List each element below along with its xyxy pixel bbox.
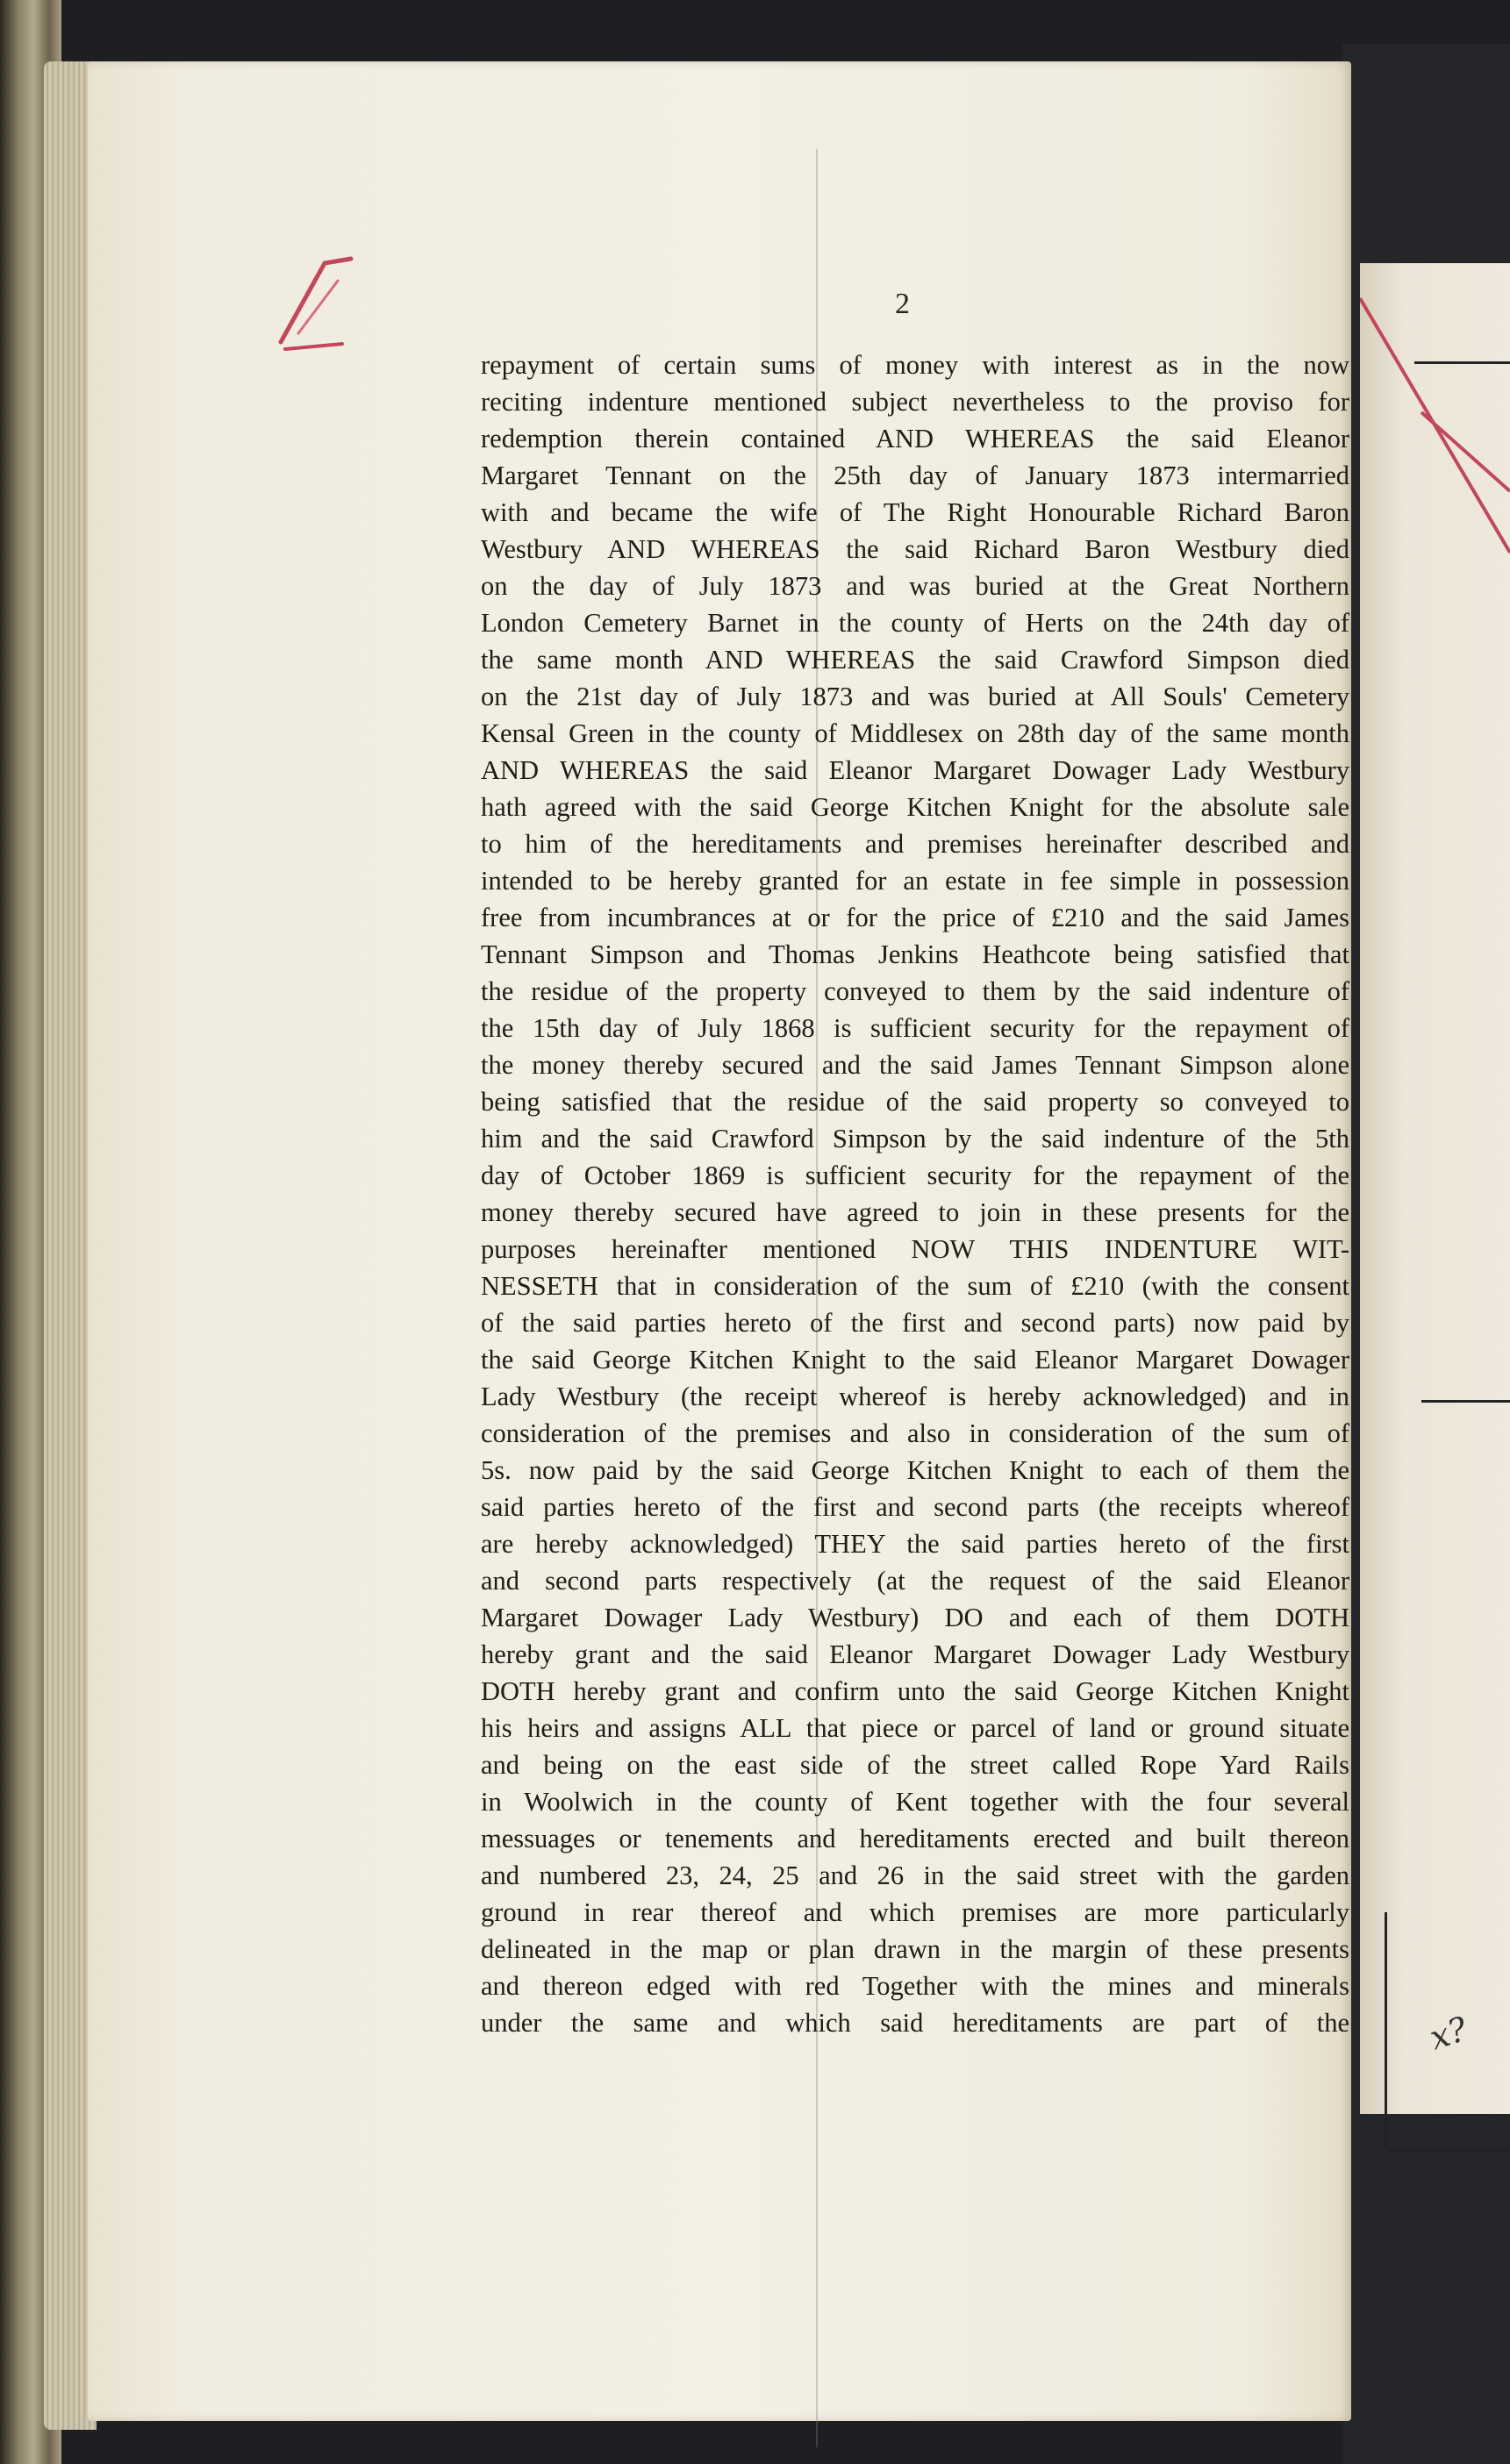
text-line: and being on the east side of the street called Rope Yard Rails [481,1750,1349,1780]
map-border-vertical [1385,1912,1387,2151]
text-line: him and the said Crawford Simpson by the said indenture of the 5th [481,1124,1349,1153]
text-line: being satisfied that the residue of the said property so conveyed to [481,1087,1349,1117]
text-line: hath agreed with the said George Kitchen Knight for the absolute sale [481,792,1349,822]
text-line: redemption therein contained AND WHEREAS the said Eleanor [481,424,1349,454]
text-line: messuages or tenements and hereditaments erected and built thereon [481,1824,1349,1853]
text-line: and thereon edged with red Together with the mines and minerals [481,1971,1349,2001]
folded-map-paper [1360,263,1510,2114]
text-line: with and became the wife of The Right Honourable Richard Baron [481,497,1349,527]
text-line: of the said parties hereto of the first and second parts) now paid by [481,1308,1349,1338]
text-line: AND WHEREAS the said Eleanor Margaret Dowager Lady Westbury [481,755,1349,785]
text-line: the money thereby secured and the said James Tennant Simpson alone [481,1050,1349,1080]
text-line: the same month AND WHEREAS the said Crawford Simpson died [481,645,1349,675]
text-line: intended to be hereby granted for an estate in fee simple in possession [481,866,1349,896]
map-border-bottom [1386,2149,1510,2152]
text-line: the said George Kitchen Knight to the said Eleanor Margaret Dowager [481,1345,1349,1375]
text-line: consideration of the premises and also in consideration of the sum of [481,1418,1349,1448]
text-line: Westbury AND WHEREAS the said Richard Baron Westbury died [481,534,1349,564]
margin-pencil-mark: x? [1425,2009,1472,2058]
page-number: 2 [895,288,910,320]
text-line: DOTH hereby grant and confirm unto the said George Kitchen Knight [481,1676,1349,1706]
indenture-text [481,346,1349,2041]
text-line: the residue of the property conveyed to them by the said indenture of [481,976,1349,1006]
text-line: under the same and which said hereditaments are part of the [481,2008,1349,2038]
text-line: hereby grant and the said Eleanor Margaret Dowager Lady Westbury [481,1639,1349,1669]
text-line: NESSETH that in consideration of the sum of £210 (with the consent [481,1271,1349,1301]
text-line: money thereby secured have agreed to join in these presents for the [481,1197,1349,1227]
text-line: day of October 1869 is sufficient security for the repayment of the [481,1161,1349,1190]
text-line: and numbered 23, 24, 25 and 26 in the said street with the garden [481,1860,1349,1890]
text-line: reciting indenture mentioned subject nevertheless to the proviso for [481,387,1349,417]
text-line: to him of the hereditaments and premises hereinafter described and [481,829,1349,859]
text-line: Lady Westbury (the receipt whereof is hereby acknowledged) and in [481,1382,1349,1411]
map-border-top [1414,361,1510,364]
text-line: Tennant Simpson and Thomas Jenkins Heathcote being satisfied that [481,939,1349,969]
text-line: Margaret Tennant on the 25th day of January 1873 intermarried [481,461,1349,490]
text-line: are hereby acknowledged) THEY the said parties hereto of the first [481,1529,1349,1559]
text-line: Kensal Green in the county of Middlesex on 28th day of the same month [481,718,1349,748]
red-pencil-mark [272,246,369,360]
text-line: and second parts respectively (at the request of the said Eleanor [481,1566,1349,1596]
text-line: on the 21st day of July 1873 and was buried at All Souls' Cemetery [481,682,1349,711]
text-line: London Cemetery Barnet in the county of Herts on the 24th day of [481,608,1349,638]
text-line: ground in rear thereof and which premises are more particularly [481,1897,1349,1927]
text-line: purposes hereinafter mentioned NOW THIS INDENTURE WIT- [481,1234,1349,1264]
text-line: on the day of July 1873 and was buried at the Great Northern [481,571,1349,601]
red-edge-line [1360,263,1510,2114]
text-line: in Woolwich in the county of Kent together with the four several [481,1787,1349,1817]
text-line: delineated in the map or plan drawn in the margin of these presents [481,1934,1349,1964]
text-line: Margaret Dowager Lady Westbury) DO and each of them DOTH [481,1603,1349,1632]
text-line: 5s. now paid by the said George Kitchen Knight to each of them the [481,1455,1349,1485]
text-line: his heirs and assigns ALL that piece or parcel of land or ground situate [481,1713,1349,1743]
text-line: repayment of certain sums of money with interest as in the now [481,350,1349,380]
text-line: said parties hereto of the first and second parts (the receipts whereof [481,1492,1349,1522]
map-border-mid [1421,1400,1510,1403]
text-line: the 15th day of July 1868 is sufficient security for the repayment of [481,1013,1349,1043]
text-line: free from incumbrances at or for the price of £210 and the said James [481,903,1349,932]
